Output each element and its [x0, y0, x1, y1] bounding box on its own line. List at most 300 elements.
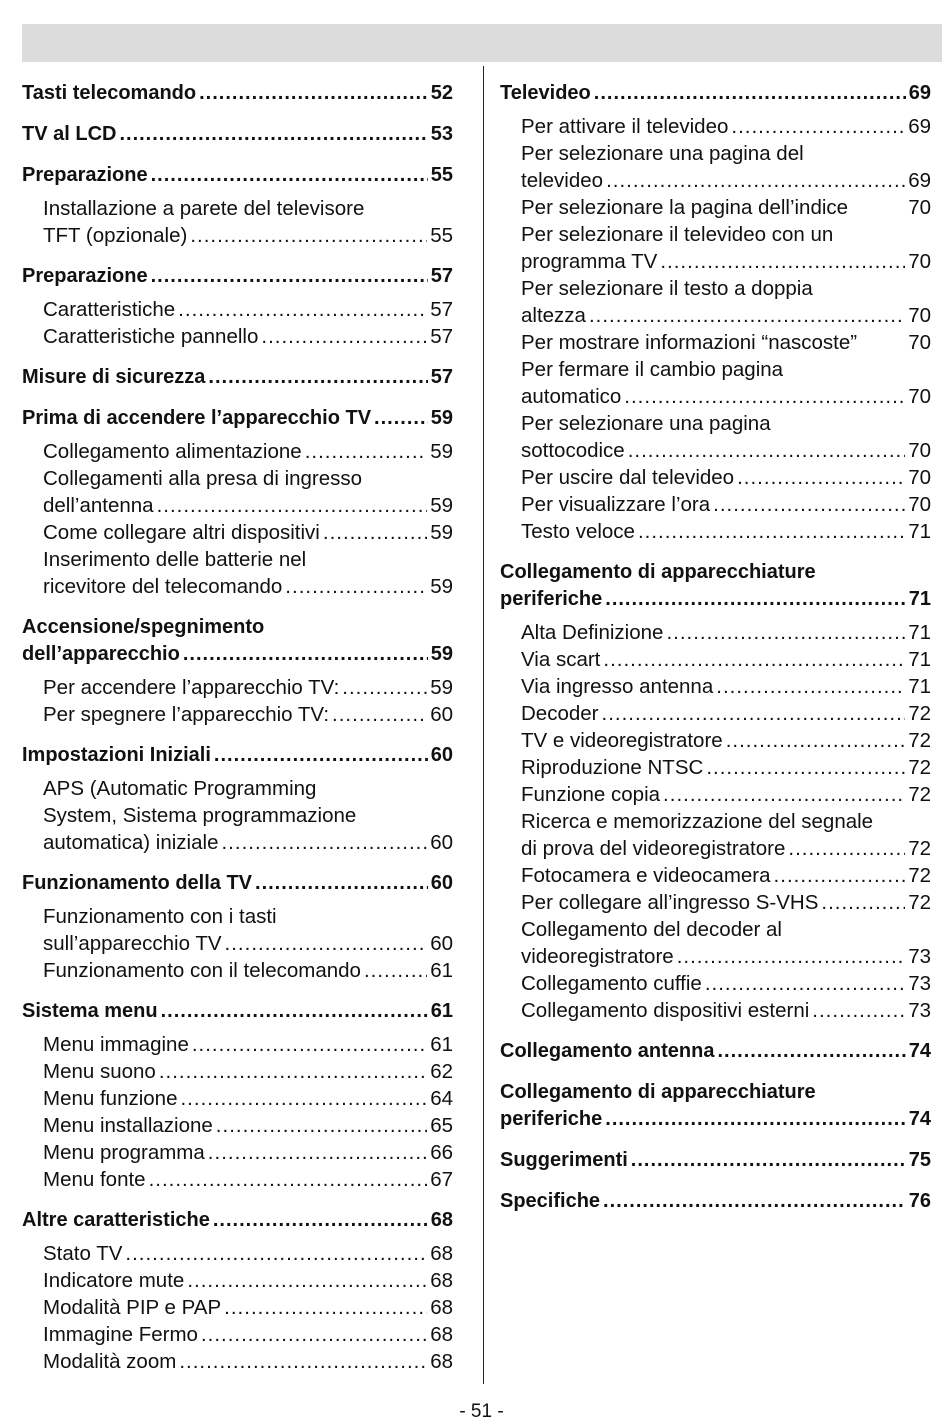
toc-subsection-row — [521, 781, 931, 808]
toc-section-page: 53 — [430, 123, 453, 145]
toc-section-page: 76 — [908, 1190, 931, 1212]
toc-subsection-line: Per fermare il cambio pagina — [521, 358, 784, 381]
toc-section — [500, 1188, 931, 1215]
toc-subsection — [22, 1085, 453, 1112]
toc-subsection-title: Testo veloce — [521, 520, 635, 543]
toc-subsection-page: 72 — [908, 783, 931, 806]
toc-subsection-page: 73 — [908, 945, 931, 968]
toc-subsection-title: Menu funzione — [43, 1087, 178, 1110]
toc-section-page: 61 — [430, 1000, 453, 1022]
toc-subsection-row — [43, 519, 453, 546]
toc-subsection-page: 68 — [430, 1269, 453, 1292]
toc-subsection-title: Collegamento alimentazione — [43, 440, 302, 463]
toc-subsection-page: 72 — [908, 756, 931, 779]
dot-leader — [159, 1058, 427, 1085]
toc-subsection-row — [43, 573, 453, 600]
dot-leader — [705, 970, 905, 997]
toc-subsection-page: 71 — [908, 648, 931, 671]
toc-section — [22, 405, 453, 432]
toc-subsection — [500, 754, 931, 781]
toc-subsection — [500, 808, 931, 862]
toc-subsection-page: 59 — [430, 494, 453, 517]
toc-subsection-title: Modalità zoom — [43, 1350, 177, 1373]
toc-subsection-line: Collegamenti alla presa di ingresso — [43, 467, 363, 490]
toc-subsection-line: Inserimento delle batterie nel — [43, 548, 307, 571]
toc-section-title: dell’apparecchio — [22, 643, 180, 665]
toc-subsection-title: Indicatore mute — [43, 1269, 185, 1292]
dot-leader — [342, 674, 427, 701]
toc-subsection-row — [43, 701, 453, 728]
toc-subsection — [22, 775, 453, 856]
toc-section-title: Suggerimenti — [500, 1149, 628, 1171]
toc-subsection — [22, 1031, 453, 1058]
toc-subsection — [500, 410, 931, 464]
toc-section-title: Impostazioni Iniziali — [22, 744, 211, 766]
toc-section-row — [22, 263, 453, 290]
toc-subsection-title: automatico — [521, 385, 622, 408]
column-divider — [483, 66, 484, 1384]
toc-subsection-page: 59 — [430, 521, 453, 544]
dot-leader — [187, 1267, 427, 1294]
toc-section — [500, 1147, 931, 1174]
dot-leader — [603, 646, 905, 673]
toc-section-page: 68 — [430, 1209, 453, 1231]
toc-subsection-group — [500, 619, 931, 1024]
dot-leader — [190, 222, 427, 249]
dot-leader — [161, 998, 428, 1025]
dot-leader — [255, 870, 428, 897]
toc-subsection-group — [22, 1031, 453, 1193]
toc-subsection-title: Funzionamento con il telecomando — [43, 959, 361, 982]
toc-subsection-title: TFT (opzionale) — [43, 224, 188, 247]
dot-leader — [180, 1085, 427, 1112]
toc-section-row — [22, 742, 453, 769]
toc-subsection-line: Installazione a parete del televisore — [43, 197, 365, 220]
toc-subsection-title: Per collegare all’ingresso S-VHS — [521, 891, 819, 914]
toc-subsection-page: 71 — [908, 621, 931, 644]
toc-subsection-row — [521, 997, 931, 1024]
toc-subsection — [22, 957, 453, 984]
toc-subsection-row — [43, 1321, 453, 1348]
toc-section-title: Collegamento antenna — [500, 1040, 715, 1062]
toc-subsection-row — [43, 930, 453, 957]
toc-subsection — [22, 438, 453, 465]
toc-subsection-row — [521, 862, 931, 889]
toc-subsection — [500, 491, 931, 518]
toc-section-page: 71 — [908, 588, 931, 610]
toc-section — [22, 614, 453, 668]
toc-subsection-row — [43, 1240, 453, 1267]
toc-section-row — [22, 1207, 453, 1234]
dot-leader — [666, 619, 905, 646]
dot-leader — [605, 586, 905, 613]
toc-subsection-page: 70 — [908, 439, 931, 462]
dot-leader — [606, 167, 905, 194]
toc-section-title: TV al LCD — [22, 123, 117, 145]
toc-subsection-row — [521, 619, 931, 646]
toc-subsection-title: ricevitore del telecomando — [43, 575, 283, 598]
toc-section-title: Preparazione — [22, 164, 148, 186]
toc-subsection — [500, 113, 931, 140]
toc-subsection — [500, 464, 931, 491]
dot-leader — [812, 997, 905, 1024]
toc-subsection-page: 72 — [908, 702, 931, 725]
toc-section — [22, 364, 453, 391]
dot-leader — [731, 113, 905, 140]
toc-subsection-page: 70 — [908, 385, 931, 408]
toc-subsection — [22, 1139, 453, 1166]
toc-section — [22, 263, 453, 290]
toc-subsection-page: 71 — [908, 675, 931, 698]
toc-subsection — [500, 862, 931, 889]
toc-section — [22, 742, 453, 769]
toc-section-title: Tasti telecomando — [22, 82, 197, 104]
dot-leader — [605, 1106, 905, 1133]
toc-section — [22, 1207, 453, 1234]
dot-leader — [726, 727, 906, 754]
toc-section-row — [22, 162, 453, 189]
toc-section-page: 69 — [908, 82, 931, 104]
toc-subsection-page: 64 — [430, 1087, 453, 1110]
toc-subsection-title: Per attivare il televideo — [521, 115, 729, 138]
toc-section-page: 60 — [430, 744, 453, 766]
toc-subsection-title: Caratteristiche pannello — [43, 325, 259, 348]
toc-subsection-row — [521, 835, 931, 862]
dot-leader — [225, 930, 428, 957]
toc-section-title: Specifiche — [500, 1190, 601, 1212]
toc-subsection — [22, 1267, 453, 1294]
toc-section-row — [500, 1038, 931, 1065]
toc-subsection-title: Funzione copia — [521, 783, 661, 806]
toc-subsection-page: 70 — [908, 304, 931, 327]
toc-subsection-row — [43, 674, 453, 701]
toc-subsection-page: 73 — [908, 999, 931, 1022]
dot-leader — [821, 889, 905, 916]
dot-leader — [660, 248, 905, 275]
dot-leader — [713, 491, 905, 518]
toc-subsection-row — [43, 1294, 453, 1321]
toc-subsection-title: sottocodice — [521, 439, 625, 462]
toc-subsection-row — [521, 194, 931, 221]
toc-subsection — [500, 916, 931, 970]
dot-leader — [151, 263, 428, 290]
toc-subsection-row — [521, 943, 931, 970]
toc-subsection-title: Caratteristiche — [43, 298, 176, 321]
toc-subsection — [22, 1058, 453, 1085]
dot-leader — [151, 162, 428, 189]
dot-leader — [305, 438, 428, 465]
toc-subsection — [22, 546, 453, 600]
toc-subsection-group — [22, 1240, 453, 1375]
toc-section-row — [22, 641, 453, 668]
toc-subsection-row — [521, 889, 931, 916]
toc-section — [22, 870, 453, 897]
toc-section-title: Funzionamento della TV — [22, 872, 253, 894]
dot-leader — [677, 943, 905, 970]
toc-section-row — [500, 1147, 931, 1174]
header-bar — [22, 24, 942, 62]
toc-section-row — [22, 998, 453, 1025]
toc-subsection-line: Funzionamento con i tasti — [43, 905, 277, 928]
toc-subsection-row — [43, 829, 453, 856]
toc-subsection-row — [521, 383, 931, 410]
toc-subsection — [22, 1112, 453, 1139]
toc-subsection-title: Menu immagine — [43, 1033, 189, 1056]
toc-subsection-group — [22, 903, 453, 984]
dot-leader — [125, 1240, 427, 1267]
toc-section-row — [500, 586, 931, 613]
toc-subsection-line: APS (Automatic Programming — [43, 777, 317, 800]
toc-subsection-page: 60 — [430, 932, 453, 955]
dot-leader — [706, 754, 905, 781]
toc-subsection-title: dell’antenna — [43, 494, 154, 517]
toc-subsection-page: 68 — [430, 1242, 453, 1265]
toc-subsection-group — [22, 775, 453, 856]
toc-section-title: periferiche — [500, 1108, 603, 1130]
toc-subsection-page: 57 — [430, 325, 453, 348]
toc-subsection — [22, 1240, 453, 1267]
toc-section-page: 59 — [430, 643, 453, 665]
toc-subsection-row — [521, 727, 931, 754]
toc-subsection-row — [521, 700, 931, 727]
dot-leader — [624, 383, 905, 410]
toc-section — [22, 80, 453, 107]
toc-section-title: Preparazione — [22, 265, 148, 287]
dot-leader — [224, 1294, 427, 1321]
toc-subsection-title: Fotocamera e videocamera — [521, 864, 771, 887]
toc-subsection-row — [521, 437, 931, 464]
toc-subsection-title: programma TV — [521, 250, 658, 273]
toc-subsection-row — [43, 492, 453, 519]
toc-subsection-row — [43, 1085, 453, 1112]
toc-subsection-title: televideo — [521, 169, 604, 192]
dot-leader — [589, 302, 905, 329]
toc-section-page: 74 — [908, 1108, 931, 1130]
toc-subsection-page: 59 — [430, 440, 453, 463]
toc-subsection-title: Stato TV — [43, 1242, 123, 1265]
toc-subsection-group — [22, 195, 453, 249]
toc-subsection-row — [43, 1139, 453, 1166]
toc-subsection-page: 62 — [430, 1060, 453, 1083]
toc-subsection — [500, 673, 931, 700]
toc-subsection-page: 72 — [908, 891, 931, 914]
toc-subsection — [500, 727, 931, 754]
toc-section-title: Prima di accendere l’apparecchio TV — [22, 407, 372, 429]
toc-section-line: Collegamento di apparecchiature — [500, 1081, 816, 1103]
toc-subsection-title: Per spegnere l’apparecchio TV: — [43, 703, 330, 726]
dot-leader — [214, 742, 428, 769]
toc-subsection-group — [500, 113, 931, 545]
dot-leader — [374, 405, 428, 432]
dot-leader — [183, 641, 428, 668]
dot-leader — [716, 673, 905, 700]
toc-subsection — [500, 140, 931, 194]
toc-subsection-row — [43, 957, 453, 984]
toc-subsection-page: 67 — [430, 1168, 453, 1191]
dot-leader — [737, 464, 905, 491]
toc-subsection-row — [521, 673, 931, 700]
toc-subsection-title: Menu fonte — [43, 1168, 146, 1191]
dot-leader — [208, 364, 427, 391]
toc-subsection-title: Per visualizzare l’ora — [521, 493, 711, 516]
toc-section-title: Televideo — [500, 82, 591, 104]
dot-leader — [603, 1188, 906, 1215]
toc-subsection-row — [521, 113, 931, 140]
toc-subsection-row — [43, 1031, 453, 1058]
toc-subsection-title: Modalità PIP e PAP — [43, 1296, 222, 1319]
toc-section-line: Collegamento di apparecchiature — [500, 561, 816, 583]
dot-leader — [788, 835, 905, 862]
toc-subsection-title: videoregistratore — [521, 945, 674, 968]
toc-section-row — [500, 80, 931, 107]
toc-subsection-page: 55 — [430, 224, 453, 247]
toc-subsection-page: 66 — [430, 1141, 453, 1164]
toc-subsection — [22, 701, 453, 728]
toc-subsection — [22, 1348, 453, 1375]
dot-leader — [199, 80, 428, 107]
toc-subsection-page: 70 — [908, 331, 931, 354]
toc-subsection-title: Via scart — [521, 648, 601, 671]
dot-leader — [201, 1321, 427, 1348]
toc-subsection-row — [43, 296, 453, 323]
dot-leader — [628, 437, 905, 464]
toc-subsection-title: Collegamento dispositivi esterni — [521, 999, 810, 1022]
dot-leader — [216, 1112, 427, 1139]
dot-leader — [638, 518, 905, 545]
toc-subsection — [500, 194, 931, 221]
toc-subsection-line: Collegamento del decoder al — [521, 918, 782, 941]
toc-subsection — [500, 646, 931, 673]
toc-section-page: 60 — [430, 872, 453, 894]
dot-leader — [323, 519, 427, 546]
toc-subsection — [500, 329, 931, 356]
toc-subsection-page: 72 — [908, 837, 931, 860]
toc-subsection-title: Collegamento cuffie — [521, 972, 702, 995]
toc-subsection-title: automatica) iniziale — [43, 831, 219, 854]
toc-subsection-title: Riproduzione NTSC — [521, 756, 704, 779]
toc-subsection-group — [22, 438, 453, 600]
dot-leader — [221, 829, 427, 856]
toc-subsection-page: 72 — [908, 864, 931, 887]
toc-subsection-page: 61 — [430, 1033, 453, 1056]
toc-section-row — [22, 364, 453, 391]
toc-subsection-row — [521, 302, 931, 329]
dot-leader — [119, 121, 427, 148]
toc-subsection-row — [521, 646, 931, 673]
dot-leader — [208, 1139, 427, 1166]
toc-subsection-page: 69 — [908, 169, 931, 192]
toc-section — [500, 80, 931, 107]
toc-subsection — [500, 619, 931, 646]
toc-subsection-page: 70 — [908, 196, 931, 219]
toc-subsection-title: Menu suono — [43, 1060, 156, 1083]
toc-subsection-page: 71 — [908, 520, 931, 543]
toc-subsection-page: 69 — [908, 115, 931, 138]
toc-subsection-row — [43, 438, 453, 465]
dot-leader — [192, 1031, 427, 1058]
toc-subsection-title: Per uscire dal televideo — [521, 466, 735, 489]
toc-section-page: 57 — [430, 265, 453, 287]
toc-subsection-row — [43, 1058, 453, 1085]
toc-subsection — [500, 889, 931, 916]
toc-subsection-title: Per mostrare informazioni “nascoste” — [521, 331, 858, 354]
toc-subsection-page: 68 — [430, 1296, 453, 1319]
toc-section-row — [22, 80, 453, 107]
toc-subsection-row — [43, 323, 453, 350]
dot-leader — [717, 1038, 905, 1065]
toc-section — [500, 1038, 931, 1065]
toc-section-page: 57 — [430, 366, 453, 388]
toc-subsection-row — [521, 464, 931, 491]
toc-subsection — [500, 356, 931, 410]
toc-section-row — [22, 121, 453, 148]
toc-subsection-row — [521, 754, 931, 781]
toc-subsection-row — [521, 518, 931, 545]
toc-subsection-page: 73 — [908, 972, 931, 995]
toc-subsection — [22, 903, 453, 957]
toc-section-page: 74 — [908, 1040, 931, 1062]
toc-subsection — [22, 465, 453, 519]
dot-leader — [157, 492, 428, 519]
toc-subsection — [500, 221, 931, 275]
page-number: - 51 - — [459, 1401, 504, 1422]
toc-subsection-title: TV e videoregistratore — [521, 729, 723, 752]
toc-subsection — [500, 970, 931, 997]
toc-section-page: 59 — [430, 407, 453, 429]
dot-leader — [149, 1166, 428, 1193]
toc-section — [500, 1079, 931, 1133]
toc-section-row — [22, 870, 453, 897]
toc-subsection-title: Decoder — [521, 702, 599, 725]
toc-subsection-row — [43, 222, 453, 249]
toc-subsection — [500, 700, 931, 727]
toc-subsection-row — [43, 1112, 453, 1139]
toc-subsection — [22, 1166, 453, 1193]
toc-subsection — [22, 1321, 453, 1348]
toc-subsection-line: Per selezionare una pagina — [521, 412, 771, 435]
toc-subsection-page: 61 — [430, 959, 453, 982]
toc-section-title: Altre caratteristiche — [22, 1209, 210, 1231]
toc-section-line: Accensione/spegnimento — [22, 616, 265, 638]
toc-left-column — [22, 66, 453, 1375]
toc-subsection-group — [22, 674, 453, 728]
toc-subsection-page: 70 — [908, 250, 931, 273]
toc-subsection-page: 59 — [430, 575, 453, 598]
toc-subsection-page: 68 — [430, 1350, 453, 1373]
toc-subsection-page: 72 — [908, 729, 931, 752]
toc-subsection-title: altezza — [521, 304, 586, 327]
toc-section — [500, 559, 931, 613]
toc-section-row — [500, 1188, 931, 1215]
toc-subsection — [22, 674, 453, 701]
toc-subsection-title: Menu installazione — [43, 1114, 213, 1137]
toc-subsection-page: 68 — [430, 1323, 453, 1346]
toc-subsection-row — [521, 167, 931, 194]
toc-subsection-row — [43, 1348, 453, 1375]
toc-subsection-row — [521, 248, 931, 275]
dot-leader — [663, 781, 905, 808]
toc-right-column — [500, 66, 931, 1215]
toc-section — [22, 998, 453, 1025]
toc-subsection — [22, 1294, 453, 1321]
toc-subsection-title: Per accendere l’apparecchio TV: — [43, 676, 340, 699]
toc-subsection-row — [43, 1166, 453, 1193]
toc-subsection-line: Per selezionare il televideo con un — [521, 223, 834, 246]
toc-subsection-page: 60 — [430, 703, 453, 726]
toc-subsection — [22, 519, 453, 546]
toc-subsection-page: 59 — [430, 676, 453, 699]
dot-leader — [285, 573, 427, 600]
